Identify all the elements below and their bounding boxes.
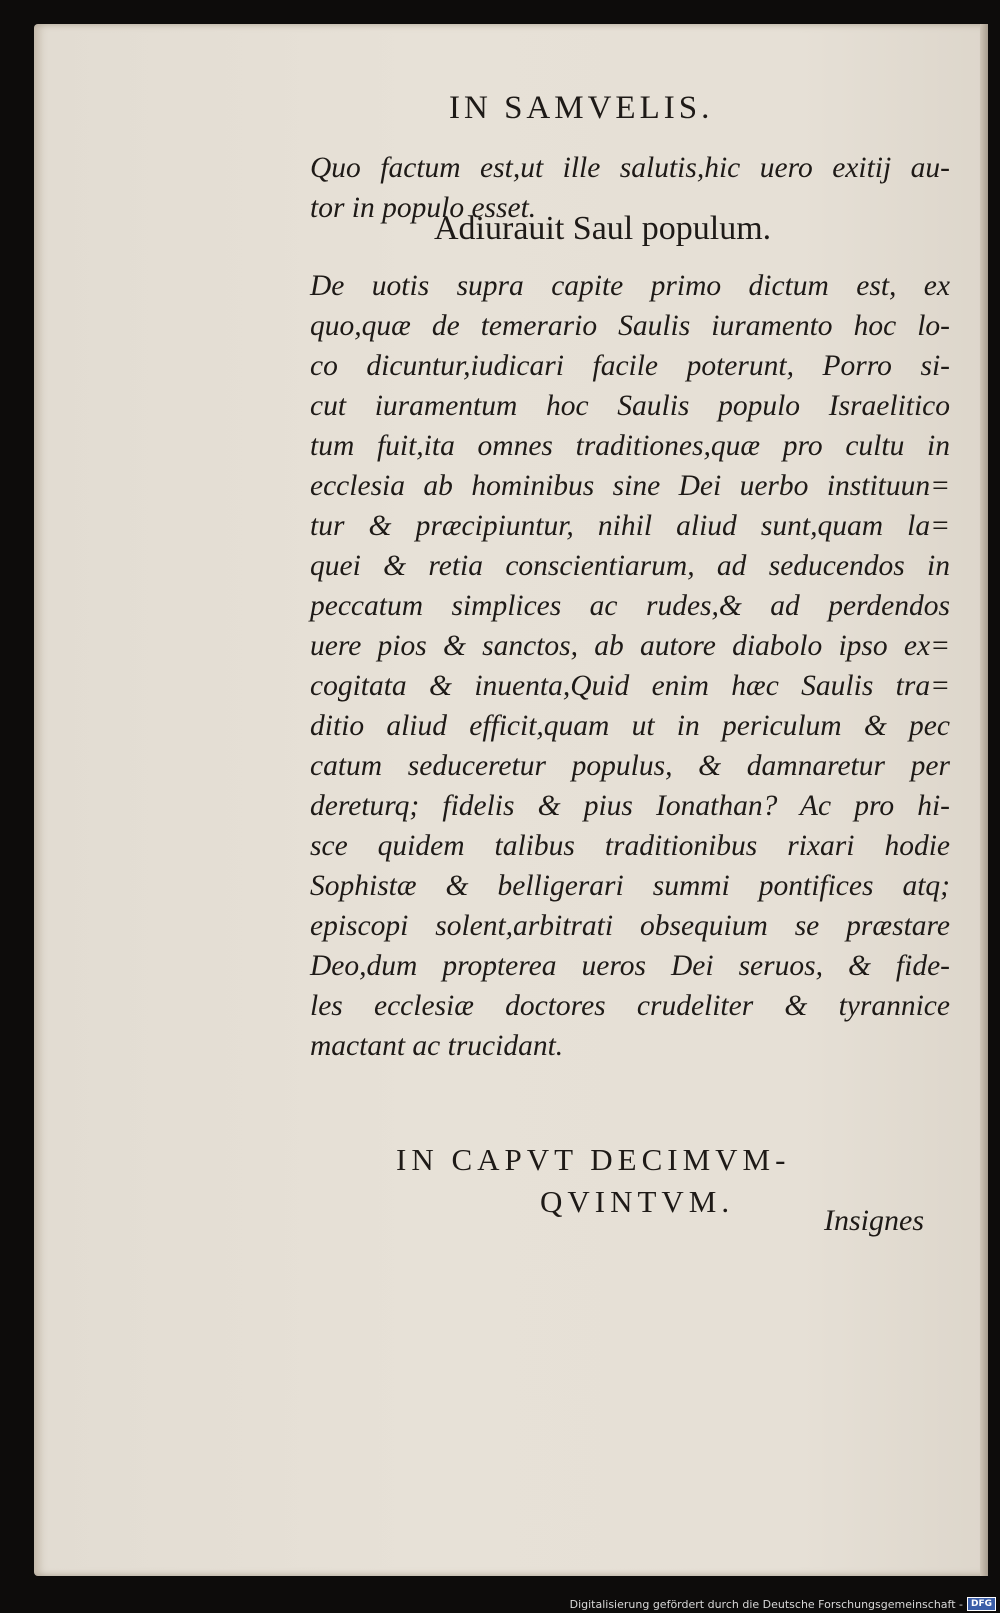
text-line: uere pios & sanctos, ab autore diabolo ipso ex= <box>310 630 950 662</box>
section-heading: Adiurauit Saul populum. <box>434 210 772 247</box>
text-line: ecclesia ab hominibus sine Dei uerbo instituun= <box>310 470 950 502</box>
running-head: IN SAMVELIS. <box>449 90 714 126</box>
digitization-credit <box>570 1597 996 1611</box>
text-line: peccatum simplices ac rudes,& ad perdendos <box>310 590 950 622</box>
chapter-heading-line2: QVINTVM. <box>540 1184 735 1219</box>
text-line: Sophistæ & belligerari summi pontifices atq; <box>310 870 950 902</box>
text-line: dereturq; fidelis & pius Ionathan? Ac pro hi- <box>310 790 950 822</box>
text-line: tur & præcipiuntur, nihil aliud sunt,quam la= <box>310 510 950 542</box>
credit-text: Digitalisierung gefördert durch die Deutsche Forschungsgemeinschaft - <box>569 1597 963 1611</box>
text-line: cut iuramentum hoc Saulis populo Israelitico <box>310 390 950 422</box>
chapter-heading-line1: IN CAPVT DECIMVM- <box>396 1142 791 1177</box>
text-line: quo,quæ de temerario Saulis iuramento hoc lo- <box>310 310 950 342</box>
text-line: cogitata & inuenta,Quid enim hæc Saulis tra= <box>310 670 950 702</box>
book-page <box>34 24 988 1576</box>
text-line: tum fuit,ita omnes traditiones,quæ pro cultu in <box>310 430 950 462</box>
text-line: catum seduceretur populus, & damnaretur per <box>310 750 950 782</box>
text-line: ditio aliud efficit,quam ut in periculum & pec <box>310 710 950 742</box>
dfg-logo-icon: DFG <box>967 1597 996 1611</box>
text-line: tor in populo esset. <box>310 192 537 224</box>
text-line: co dicuntur,iudicari facile poterunt, Porro si- <box>310 350 950 382</box>
text-line: episcopi solent,arbitrati obsequium se præstare <box>310 910 950 942</box>
text-line: mactant ac trucidant. <box>310 1030 564 1062</box>
text-line: quei & retia conscientiarum, ad seducendos in <box>310 550 950 582</box>
text-line: De uotis supra capite primo dictum est, ex <box>310 270 950 302</box>
catchword: Insignes <box>824 1204 924 1237</box>
text-line: Quo factum est,ut ille salutis,hic uero exitij au- <box>310 152 950 184</box>
text-line: Deo,dum propterea ueros Dei seruos, & fide- <box>310 950 950 982</box>
text-line: les ecclesiæ doctores crudeliter & tyrannice <box>310 990 950 1022</box>
page-text <box>34 24 988 1576</box>
text-line: sce quidem talibus traditionibus rixari hodie <box>310 830 950 862</box>
